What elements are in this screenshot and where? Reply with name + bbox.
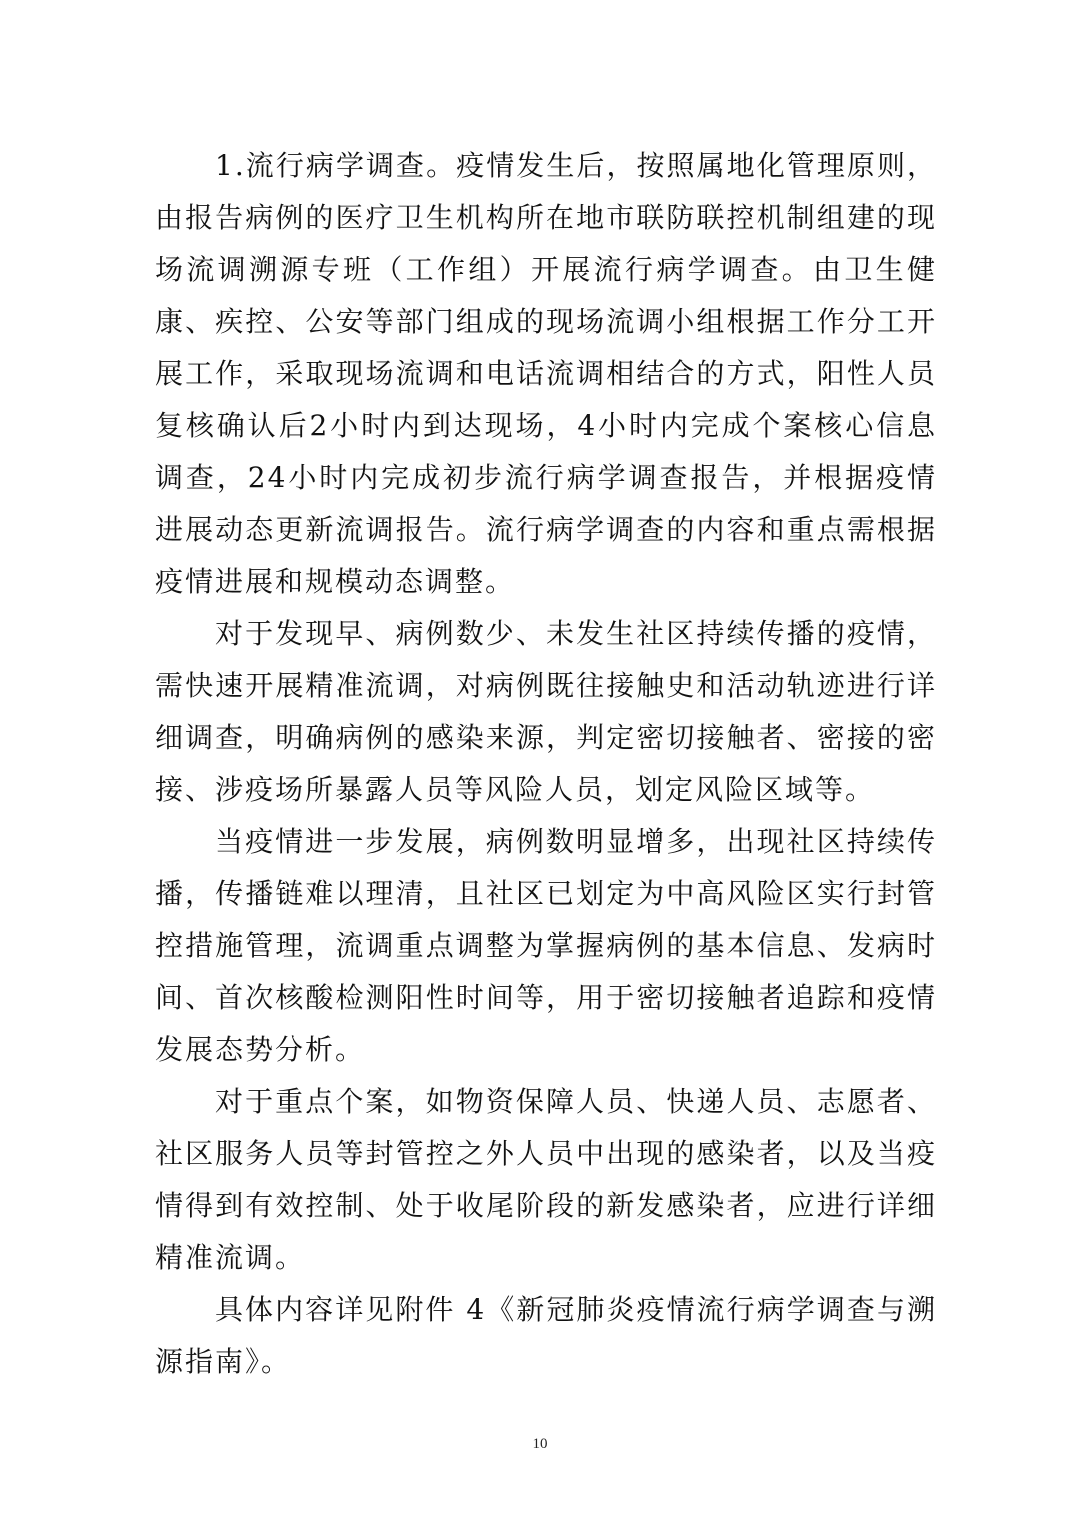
page-number: 10 bbox=[532, 1436, 548, 1452]
paragraph-early-detection: 对于发现早、病例数少、未发生社区持续传播的疫情，需快速开展精准流调，对病例既往接触史和活动轨迹进行详细调查，明确病例的感染来源，判定密切接触者、密接的密接、涉疫场所暴露人员等风险人员，划定风险区域等。 bbox=[155, 617, 937, 806]
paragraph-key-cases: 对于重点个案，如物资保障人员、快递人员、志愿者、社区服务人员等封管控之外人员中出现的感染者，以及当疫情得到有效控制、处于收尾阶段的新发感染者，应进行详细精准流调。 bbox=[155, 1085, 937, 1274]
paragraph-epidemiological-survey: 1.流行病学调查。疫情发生后，按照属地化管理原则，由报告病例的医疗卫生机构所在地市联防联控机制组建的现场流调溯源专班（工作组）开展流行病学调查。由卫生健康、疾控、公安等部门组成的现场流调小组根据工作分工开展工作，采取现场流调和电话流调相结合的方式，阳性人员复核确认后2小时内到达现场，4小时内完成个案核心信息调查，24小时内完成初步流行病学调查报告，并根据疫情进展动态更新流调报告。流行病学调查的内容和重点需根据疫情进展和规模动态调整。 bbox=[155, 149, 937, 598]
body-text bbox=[155, 140, 937, 1388]
paragraph-attachment-reference: 具体内容详见附件 4《新冠肺炎疫情流行病学调查与溯源指南》。 bbox=[155, 1293, 937, 1378]
paragraph-further-development: 当疫情进一步发展，病例数明显增多，出现社区持续传播，传播链难以理清，且社区已划定为中高风险区实行封管控措施管理，流调重点调整为掌握病例的基本信息、发病时间、首次核酸检测阳性时间等，用于密切接触者追踪和疫情发展态势分析。 bbox=[155, 825, 937, 1066]
